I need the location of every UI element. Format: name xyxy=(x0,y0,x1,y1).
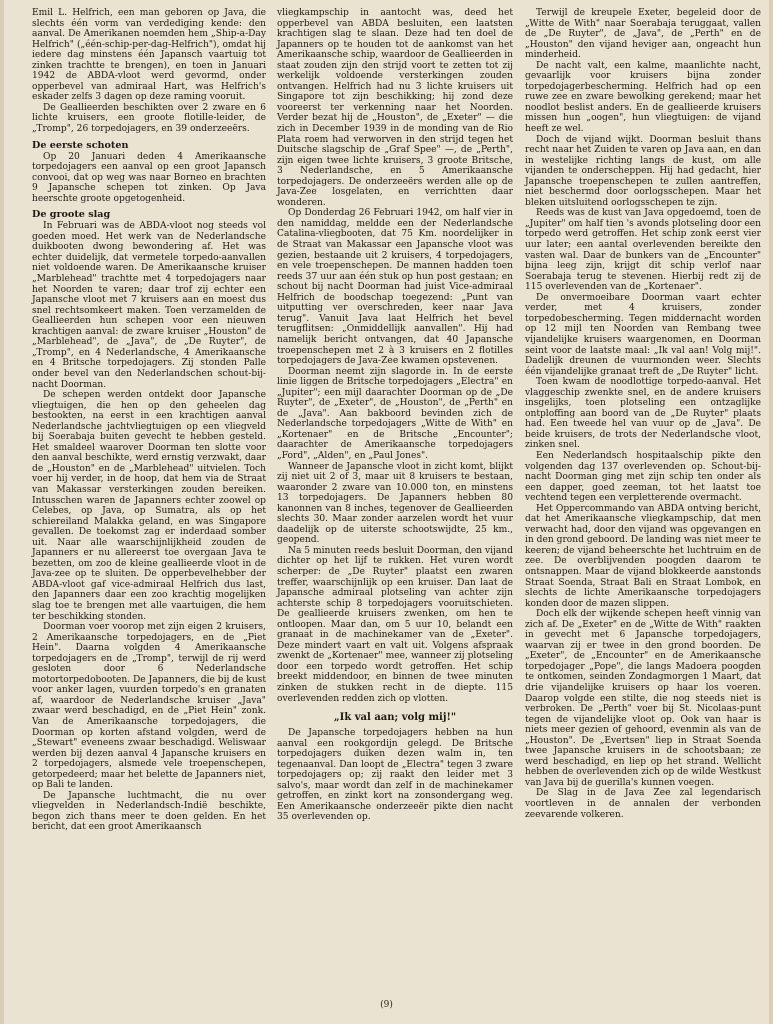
paragraph: vliegkampschip in aantocht was, deed het opperbevel van ABDA besluiten, een laatsten krachtigen slag te slaan. Deze had ten doel de Japanners op te houden tot de aankomst van het Amerikaansche schip, waardoor de Geallieerden in staat zouden zijn den strijd voort te zetten tot zij werkelijk voldoende versterkingen zouden ontvangen. Helfrich had nu 3 lichte kruisers uit Singapore tot zijn beschikking; hij zond deze vooreerst ter verkenning naar het Noorden. Verder bezat hij de „Houston", de „Exeter" — die zich in December 1939 in de monding van de Rio Plata roem had verworven in den strijd tegen het Duitsche slagschip de „Graf Spee" —, de „Perth", zijn eigen twee lichte kruisers, 3 groote Britsche, 3 Nederlandsche, en 5 Amerikaansche torpedojagers. De onderzeeërs werden alle op de Java-Zee losgelaten, en verrichtten daar wonderen. xyxy=(277,8,513,208)
paragraph: In Februari was de ABDA-vloot nog steeds vol goeden moed. Het werk van de Nederlandsche duikbooten dwong bewondering af. Het was echter duidelijk, dat vermetele torpedo-aanvallen niet voldoende waren. De Amerikaansche kruiser „Marblehead" trachtte met 4 torpedojagers naar het Noorden te varen; daar trof zij echter een Japansche vloot met 7 kruisers aan en moest dus snel rechtsomkeert maken. Toen verzamelden de Geallieerden hun schepen voor een nieuwen krachtigen aanval: de zware kruiser „Houston" de „Marblehead", de „Java", de „De Ruyter", de „Tromp", en 4 Nederlandsche, 4 Amerikaansche en 4 Britsche torpedojagers. Zij stonden Palle onder bevel van den Nederlandschen schout-bij-nacht Doorman. xyxy=(32,221,266,390)
paragraph: Terwijl de kreupele Exeter, begeleid door de „Witte de With" naar Soerabaja teruggaat, vallen de „De Ruyter", de „Java", de „Perth" en de „Houston" den vijand heviger aan, ongeacht hun minderheid. xyxy=(525,8,761,61)
section-quote-heading: „Ik val aan; volg mij!" xyxy=(333,712,457,724)
paragraph: Doch de vijand wijkt. Doorman besluit thans recht naar het Zuiden te varen op Java aan, en dan in westelijke richting langs de kust, om alle vijanden te onderscheppen. Hij had gedacht, hier Japansche troepenschepen te zullen aantreffen, niet beschermd door oorlogsschepen. Maar het bleken uitsluitend oorlogsschepen te zijn. xyxy=(525,134,761,208)
page-number: (9) xyxy=(380,1000,393,1010)
page-edge-right xyxy=(769,0,773,1024)
paragraph: Doorman neemt zijn slagorde in. In de eerste linie liggen de Britsche torpedojagers „Electra" en „Jupiter"; een mijl daarachter Doorman op de „De Ruyter", de „Exeter", de „Houston", de „Perth" en de „Java". Aan bakboord bevinden zich de Nederlandsche torpedojagers „Witte de With" en „Kortenaer" en de Britsche „Encounter"; daarachter de Amerikaansche torpedojagers „Ford", „Alden", en „Paul Jones". xyxy=(277,366,513,461)
paragraph: Wanneer de Japansche vloot in zicht komt, blijkt zij niet uit 2 of 3, maar uit 8 kruisers te bestaan, waaronder 2 zware van 10.000 ton, en minstens 13 torpedojagers. De Japanners hebben 80 kanonnen van 8 inches, tegenover de Geallieerden slechts 30. Maar zonder aarzelen wordt het vuur daadelijk op de uiterste schootswijdte, 25 km., geopend. xyxy=(277,461,513,546)
paragraph: Doch elk der wijkende schepen heeft vinnig van zich af. De „Exeter" en de „Witte de With" raakten in gevecht met 6 Japansche torpedojagers, waarvan zij er twee in den grond boorden. De „Exeter", de „Encounter" en de Amerikaansche torpedojager „Pope", die langs Madoera poogden te ontkomen, seinden Zondagmorgen 1 Maart, dat drie vijandelijke kruisers op haar los voeren. Daarop volgde een stilte, die nog steeds niet is verbroken. De „Perth" voer bij St. Nicolaas-punt tegen de vijandelijke vloot op. Ook van haar is niets meer gezien of gehoord, evenmin als van de „Houston". De „Evertsen" liep in Straat Soenda twee Japansche kruisers in de schootsbaan; ze werd beschadigd, en liep op het strand. Wellicht hebben de overlevenden zich op de wilde Westkust van Java bij de guerilla's kunnen voegen. xyxy=(525,609,761,788)
paragraph: De Japansche luchtmacht, die nu over vliegvelden in Nederlandsch-Indië beschikte, begon zich thans meer te doen gelden. En het bericht, dat een groot Amerikaansch xyxy=(32,790,266,833)
paragraph: Op Donderdag 26 Februari 1942, om half vier in den namiddag, meldde een der Nederlandsche Catalina-vliegbooten, dat 75 Km. noordelijker in de Straat van Makassar een Japansche vloot was gezien, bestaande uit 2 kruisers, 4 torpedojagers, en vele troepenschepen. De mannen hadden toen reeds 37 uur aan één stuk op hun post gestaan; en schout bij nacht Doorman had juist Vice-admiraal Helfrich de boodschap toegezend: „Punt van uitputting ver overschreden, keer naar Java terug". Vanuit Java laat Helfrich het bevel terugflitsen: „Onmiddellijk aanvallen". Hij had namelijk bericht ontvangen, dat 40 Japansche troepenschepen met 2 à 3 kruisers en 2 flotilles torpedojagers de Java-Zee kwamen opstevenen. xyxy=(277,208,513,367)
paragraph: De Geallieerden beschikten over 2 zware en 6 lichte kruisers, een groote flotille-leider, de „Tromp", 26 torpedojagers, en 39 onderzeeërs. xyxy=(32,102,266,135)
section-heading: De eerste schoten xyxy=(32,139,129,151)
paragraph: Een Nederlandsch hospitaalschip pikte den volgenden dag 137 overlevenden op. Schout-bij-nacht Doorman ging met zijn schip ten onder als een dapper, goed zeeman, tot het laatst toe vechtend tegen een verpletterende overmacht. xyxy=(525,450,761,504)
page-edge-left xyxy=(0,0,4,1024)
paragraph: De schepen werden ontdekt door Japansche vliegtuigen, die hen op den geheelen dag bestookten, na eerst in een krachtigen aanval Nederlandsche jachtvliegtuigen op een vliegveld bij Soerabaja buiten gevecht te hebben gesteld. Het smaldeel waarover Doorman ten slotte voor den aanval beschikte, werd ernstig verzwakt, daar de „Houston" en de „Marblehead" uitvielen. Toch voer hij verder, in de hoop, dat hem via de Straat van Makassar versterkingen zouden bereiken. Intusschen waren de Japanners echter zoowel op Celebes, op Java, op Sumatra, als op het schiereiland Malakka geland, en was Singapore gevallen. De toekomst zag er inderdaad somber uit. Naar alle waarschijnlijkheid zouden de Japanners er nu allereerst toe overgaan Java te bezetten, om zoo de kleine geallieerde vloot in de Java-zee op te sluiten. De opperbevelhebber der ABDA-vloot gaf vice-admiraal Helfrich dus last, den Japanners daar een zoo krachtig mogelijken slag toe te brengen met alle vaartuigen, die hem ter beschikking stonden. xyxy=(32,390,266,622)
paragraph: De Slag in de Java Zee zal legendarisch voortleven in de annalen der verbonden zeevarende volkeren. xyxy=(525,788,761,820)
paragraph: Op 20 Januari deden 4 Amerikaansche torpedojagers een aanval op een groot Japansch convooi, dat op weg was naar Borneo en brachten 9 Japansche schepen tot zinken. Op Java heerschte groote opgetogenheid. xyxy=(32,151,266,204)
paragraph: De Japansche torpedojagers hebben na hun aanval een rookgordijn gelegd. De Britsche torpedojagers duiken dezen walm in, ten tegenaanval. Dan loopt de „Electra" tegen 3 zware torpedojagers op; zij raakt den leider met 3 salvo's, maar wordt dan zelf in de machinekamer getroffen, en zinkt kort na zonsondergang weg. Een Amerikaansche onderzeeër pikte dien nacht 35 overlevenden op. xyxy=(277,728,513,823)
paragraph: Reeds was de kust van Java opgedoemd, toen de „Jupiter" om half tien 's avonds plotseling door een torpedo werd getroffen. Het schip zonk eerst vier uur later; een aantal overlevenden bereikte den vasten wal. Daar de bunkers van de „Encounter" bijna leeg zijn, krijgt dit schip verlof naar Soerabaja terug te stevenen. Hierbij redt zij de 115 overlevenden van de „Kortenaer". xyxy=(525,208,761,293)
paragraph: De onvermoeibare Doorman vaart echter verder, met 4 kruisers, zonder torpedobescherming. Tegen middernacht worden op 12 mijl ten Noorden van Rembang twee vijandelijke kruisers waargenomen, en Doorman seint voor de laatste maal: „Ik val aan! Volg mij!". Dadelijk dreunen de vuurmonden weer. Slechts één vijandelijke granaat treft de „De Ruyter" licht. xyxy=(525,292,761,377)
paragraph: Toen kwam de noodlottige torpedo-aanval. Het vlaggeschip zwenkte snel, en de andere kruisers insgelijks, toen plotseling een ontzaglijke ontploffing aan boord van de „De Ruyter" plaats had. Een tweede hel van vuur op de „Java". De beide kruisers, de trots der Nederlandsche vloot, zinken snel. xyxy=(525,377,761,451)
paragraph: Na 5 minuten reeds besluit Doorman, den vijand dichter op het lijf te rukken. Het vuren wordt scherper: de „De Ruyter" plaatst een zwaren treffer, waarschijnlijk op een kruiser. Dan laat de Japansche admiraal plotseling van achter zijn achterste schip 8 torpedojagers vooruitschieten. De geallieerde kruisers zwenken, om hen te ontloopen. Maar dan, om 5 uur 10, belandt een granaat in de machinekamer van de „Exeter". Deze mindert vaart en valt uit. Volgens afspraak zwenkt de „Kortenaer" mee, wanneer zij plotseling door een torpedo wordt getroffen. Het schip breekt middendoor, en binnen de twee minuten zinken de stukken recht in de diepte. 115 overlevenden redden zich op vlotten. xyxy=(277,545,513,704)
paragraph: Emil L. Helfrich, een man geboren op Java, die slechts één vorm van verdediging kende: den aanval. De Amerikanen noemden hem „Ship-a-Day Helfrich" („één-schip-per-dag-Helfrich"), omdat hij iedere dag minstens één Japansch vaartuig tot zinken trachtte te brengen), en toen in Januari 1942 de ABDA-vloot werd gevormd, onder opperbevel van admiraal Hart, was Helfrich's eskader zelfs 3 dagen op deze raming vooruit. xyxy=(32,8,266,103)
paragraph: Doorman voer voorop met zijn eigen 2 kruisers, 2 Amerikaansche torpedojagers, en de „Piet Hein". Daarna volgden 4 Amerikaansche torpedojagers en de „Tromp", terwijl de rij werd gesloten door 6 Nederlandsche motortorpedobooten. De Japanners, die bij de kust voor anker lagen, vuurden torpedo's en granaten af, waardoor de Nederlandsche kruiser „Java" zwaar werd beschadigd, en de „Piet Hein" zonk. Van de Amerikaansche torpedojagers, die Doorman op korten afstand volgden, werd de „Stewart" eveneens zwaar beschadigd. Weliswaar werden bij dezen aanval 4 Japansche kruisers en 2 torpedojagers, alsmede vele troepenschepen, getorpedeerd; maar het belette de Japanners niet, op Bali te landen. xyxy=(32,622,266,791)
text-column-2 xyxy=(277,8,513,823)
paragraph: De nacht valt, een kalme, maanlichte nacht, gevaarlijk voor kruisers bijna zonder torpedojagerbescherming. Helfrich had op een ruwe zee en zware bewolking gerekend; maar het noodlot beslist anders. En de geallieerde kruisers missen hun „oogen", hun vliegtuigen: de vijand heeft ze wel. xyxy=(525,60,761,135)
paragraph: Het Oppercommando van ABDA ontving bericht, dat het Amerikaansche vliegkampschip, dat men verwacht had, door den vijand was opgevangen en in den grond geboord. De landing was niet meer te keeren; de vijand beheerschte het luchtruim en de zee. De overblijvenden poogden daarom te ontsnappen. Maar de vijand blokkeerde aanstonds Straat Soenda, Straat Bali en Straat Lombok, en slechts de lichte Amerikaansche torpedojagers konden door de mazen slippen. xyxy=(525,503,761,609)
section-heading: De groote slag xyxy=(32,209,111,221)
text-column-3 xyxy=(525,8,761,820)
text-column-1 xyxy=(32,8,266,833)
